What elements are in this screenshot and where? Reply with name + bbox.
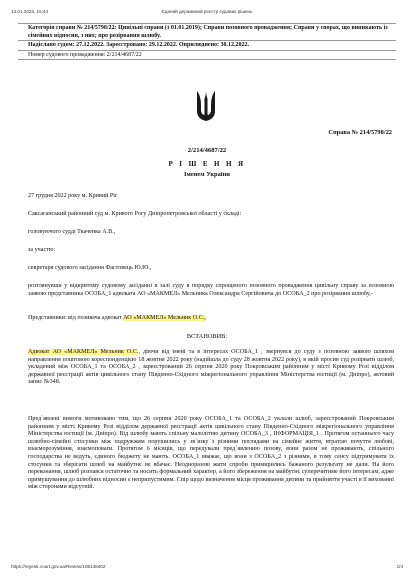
browser-page-title: Єдиний державний реєстр судових рішень [161, 9, 253, 14]
print-datetime: 13.01.2023, 15:44 [11, 9, 49, 14]
page-url: https://reyestr.court.gov.ua/Review/108148402 [11, 564, 106, 569]
established-heading: ВСТАНОВИВ: [186, 333, 228, 340]
court-secretary: секретаря судового засідання Фастовець Ю.Ю., [28, 265, 152, 271]
paragraph-claim: Адвокат АО «МАКМЕЛ» Мельник О.С., діючи від імені та в інтересах ОСОБА_1 , звернувся до суду з позовною заявою шляхом направлення поштовою кореспонденцією 18 жовтня 2022 року (надійшла до суду 28 жовтня 2022 року), в якій просив суд розірвати шлюб, укладений між ОСОБА_1 та ОСОБА_2 , зареєстрований 26 серпня 2020 року Покровським районним у місті Кривому Розі відділом державної реєстрації актів цивільного стану Південно-Східного міжрегіонального управління Міністерства юстиції (м. Дніпро), актовий запис №348. [28, 349, 394, 386]
case-dates: Надіслано судом: 27.12.2022. Зареєстровано: 29.12.2022. Оприлюднено: 30.12.2022. [18, 41, 396, 50]
participation-label: за участю: [28, 247, 56, 253]
paragraph-motivation: Пред`явлені вимоги мотивовано тим, що 26 серпня 2020 року ОСОБА_1 та ОСОБА_2 уклали шлюб, зареєстрований Покровським районним у місті Кривому Розі відділом державної реєстрації актів цивільного стану Південно-Східного міжрегіонального управління Міністерства юстиції (м. Дніпро). Від шлюбу мають спільну малолітню дитину ОСОБА_3 , ІНФОРМАЦІЯ_1 . Протягом останнього часу шлюбно-сімейні стосунки між подружжям порушились у зв`язку з різними поглядами на сімейне життя, втратою почуття любові, взаєморозуміння, взаємоповаги. Протягом 6 місяців, що передували пред`явленню позову, вони разом не проживають, спільного господарства не ведуть, єдиного бюджету не мають. ОСОБА_1 вважає, що вони з ОСОБА_2 з різними, в тому сенсу підтримувати їх стосунки та зберігати шлюб на майбутнє не вбачає. Неодноразові жити спроби примирились бажаного результату не дали. На його переконання, шлюб розпався остаточно та носить формальний характер, а його збереження на майбутнє суперечитиме його інтересам, адже примушування до шлюбних відносин є неприпустимим. Спір щодо визначення місця проживання дитини та прийняття участі в її вихованні між сторонами відсутній. [28, 416, 394, 491]
page-counter: 1/4 [396, 564, 403, 569]
document-page [18, 23, 396, 559]
decision-title: Р І Ш Е Н Н Я [168, 160, 246, 168]
case-metadata-table [18, 23, 396, 60]
presiding-judge: головуючого судді Ткаченка А.В., [28, 229, 116, 235]
trident-emblem-icon [194, 89, 218, 123]
proceeding-number-center: 2/214/4687/22 [187, 147, 227, 154]
case-category: Категорія справи № 214/5798/22: Цивільні справи (з 01.01.2019); Справи позовного провадження; Справи у спорах, що виникають із сімейних відносин, з них; про розірвання шлюбу. [18, 23, 396, 41]
decision-subtitle: Іменем України [184, 171, 230, 178]
representatives-line: Представники: від позивача адвокат АО «МАКМЕЛ» Мельник О.С., [28, 315, 206, 321]
decision-date-line: 27 грудня 2022 року м. Кривий Ріг [28, 193, 118, 199]
proceeding-number: Номер судового провадження: 2/214/4687/22 [18, 51, 396, 60]
browser-header [11, 9, 403, 19]
case-number-top: Справа № 214/5798/22 [328, 129, 392, 136]
highlighted-lawyer-name: АО «МАКМЕЛ» Мельник О.С., [123, 315, 206, 321]
browser-footer [11, 564, 403, 569]
highlighted-lawyer-name: Адвокат АО «МАКМЕЛ» Мельник О.С. [28, 349, 139, 355]
court-composition: Саксаганський районний суд м. Кривого Рогу Дніпропетровської області у складі: [28, 211, 242, 217]
intro-paragraph: розглянувши у відкритому судовому засіданні в залі суду в порядку спрощеного позовного провадження цивільну справу за позовною заявою представника ОСОБА_1 адвоката АО «МАКМЕЛ» Мельника Олександра Сергійовича до ОСОБА_2 про розірвання шлюбу,- [28, 283, 394, 297]
